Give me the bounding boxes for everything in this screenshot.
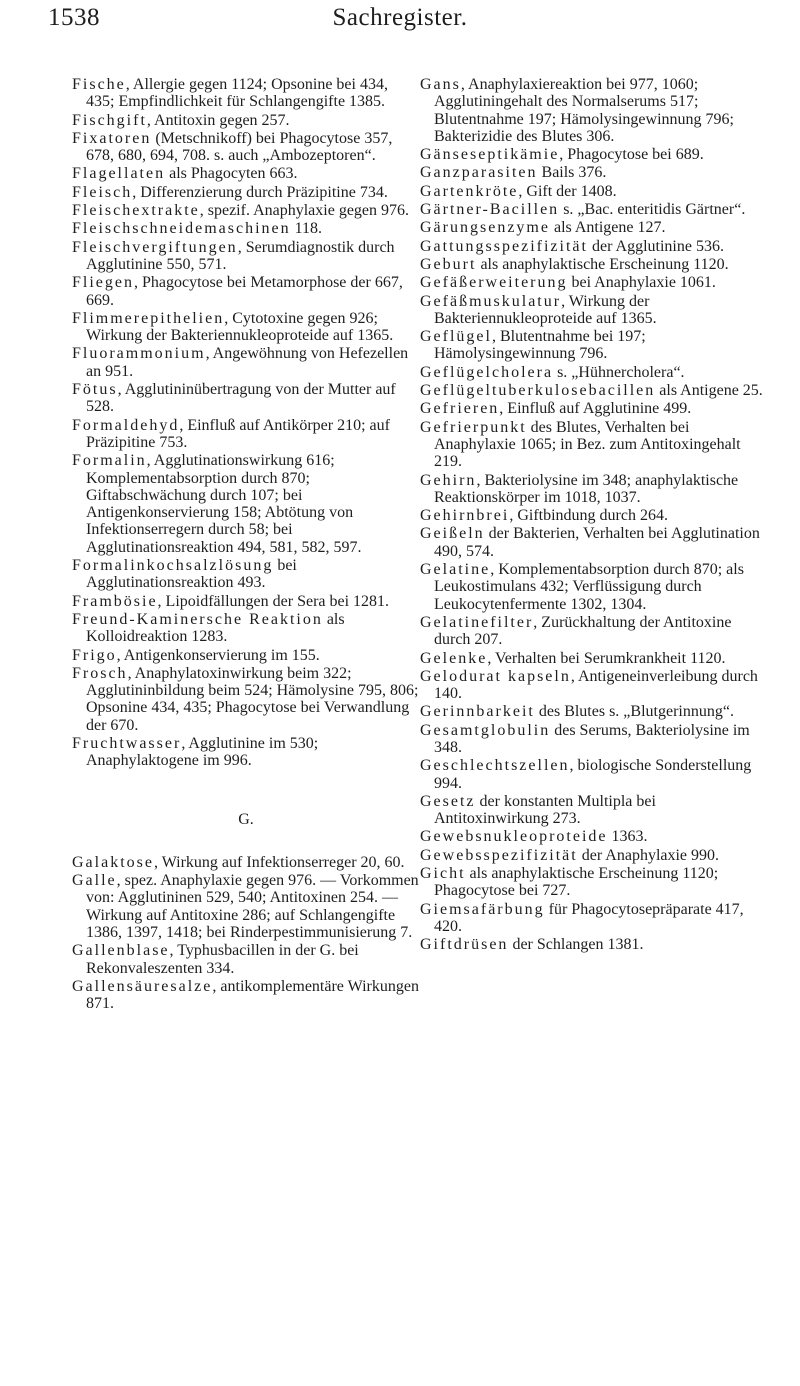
index-entry — [420, 76, 768, 145]
index-entry — [420, 525, 768, 560]
index-entry — [72, 76, 420, 111]
index-references: als Antigene 25. — [655, 382, 763, 400]
index-references: , Antigeneinverleibung durch 140. — [434, 667, 758, 703]
index-column-right — [420, 76, 768, 955]
index-entry — [72, 274, 420, 309]
index-references: des Blutes, Verhalten bei Anaphylaxie 1065; in Bez. zum Antitoxingehalt 219. — [434, 418, 741, 471]
index-entry — [72, 130, 420, 165]
index-headword: Gefrierpunkt — [420, 418, 527, 436]
index-references: , Einfluß auf Antikörper 210; auf Präzipitine 753. — [86, 416, 390, 451]
index-headword: Gelatinefilter — [420, 613, 534, 631]
index-references: , Wirkung der Bakteriennukleoproteide auf 1365. — [434, 292, 657, 327]
index-references: als Kolloidreaktion 1283. — [86, 610, 345, 646]
index-references: der Schlangen 1381. — [508, 936, 644, 954]
index-headword: Fleischschneidemaschinen — [72, 220, 291, 238]
index-references: , Typhusbacillen in der G. bei Rekonvaleszenten 334. — [86, 942, 359, 977]
index-references: 118. — [290, 220, 323, 238]
index-references: bei Agglutinationsreaktion 493. — [86, 557, 297, 592]
index-references: der konstanten Multipla bei Antitoxinwirkung 273. — [434, 792, 656, 828]
index-references: , Antitoxin gegen 257. — [146, 111, 290, 129]
index-entry — [420, 328, 768, 363]
index-entry — [420, 219, 768, 236]
index-entry — [420, 650, 768, 667]
index-headword: Fische — [72, 76, 126, 93]
index-references: , Einfluß auf Agglutinine 499. — [499, 400, 692, 418]
index-headword: Gesetz — [420, 792, 476, 810]
index-headword: Gewebsspezifizität — [420, 846, 578, 864]
index-references: , Angewöhnung von Hefezellen an 951. — [86, 345, 409, 380]
index-entry — [420, 847, 768, 864]
index-entry — [72, 978, 420, 1013]
index-entry — [72, 872, 420, 941]
index-references: , Allergie gegen 1124; Opsonine bei 434, 435; Empfindlichkeit für Schlangengifte 1385. — [86, 76, 388, 111]
index-references: , Differenzierung durch Präzipitine 734. — [132, 183, 388, 201]
index-references: des Serums, Bakteriolysine im 348. — [434, 721, 750, 756]
index-headword: Formalin — [72, 452, 147, 470]
index-references: , Cytotoxine gegen 926; Wirkung der Bakteriennukleoproteide auf 1365. — [86, 309, 394, 345]
index-entry — [420, 703, 768, 720]
index-headword: Geburt — [420, 255, 477, 273]
index-references: , Wirkung auf Infektionserreger 20, 60. — [153, 853, 405, 871]
index-references: , Gift der 1408. — [518, 182, 617, 200]
index-entry — [420, 274, 768, 291]
index-headword: Gefäßmuskulatur — [420, 292, 562, 310]
index-references: , Lipoidfällungen der Sera bei 1281. — [157, 592, 390, 610]
index-headword: Gerinnbarkeit — [420, 703, 535, 721]
index-headword: Geschlechtszellen — [420, 757, 570, 775]
index-entry — [420, 400, 768, 417]
index-references: , Verhalten bei Serumkrankheit 1120. — [487, 649, 726, 667]
index-headword: Fluorammonium — [72, 345, 206, 363]
index-references: , Zurückhaltung der Antitoxine durch 207. — [434, 613, 732, 649]
index-headword: Gärtner-Bacillen — [420, 201, 560, 219]
index-entry — [420, 793, 768, 828]
index-headword: Fliegen — [72, 274, 134, 292]
index-references: , Anaphylatoxinwirkung beim 322; Agglutininbildung beim 524; Hämolysine 795, 806; Opsonine 434, 435; Phagocytose bei Verwandlung der 670. — [86, 664, 419, 734]
index-references: , Agglutinationswirkung 616; Komplementabsorption durch 870; Giftabschwächung durch 107; bei Antigenkonservierung 158; Abtötung von Infektionserregern durch 58; bei Agglutinationsreaktion 494, 581, 582, 597. — [86, 452, 362, 556]
index-references: als anaphylaktische Erscheinung 1120. — [476, 255, 729, 273]
index-references: als anaphylaktische Erscheinung 1120; Phagocytose bei 727. — [434, 865, 719, 900]
index-entry — [72, 665, 420, 734]
index-references: , Antigenkonservierung im 155. — [116, 646, 320, 664]
index-references: , Komplementabsorption durch 870; als Leukostimulans 432; Verflüssigung durch Leukocytenfermente 1302, 1304. — [434, 561, 744, 613]
index-references: , antikomplementäre Wirkungen 871. — [86, 977, 419, 1013]
index-entry — [420, 364, 768, 381]
index-entry — [72, 854, 420, 871]
running-title: Sachregister. — [332, 4, 468, 31]
index-references: bei Anaphylaxie 1061. — [567, 274, 716, 292]
index-headword: Fischgift — [72, 111, 147, 129]
index-references: , biologische Sonderstellung 994. — [434, 757, 752, 792]
index-headword: Gefäßerweiterung — [420, 274, 568, 292]
section-letter-g: G. — [238, 810, 254, 828]
index-headword: Freund-Kaminersche Reaktion — [72, 610, 323, 628]
index-headword: Flimmerepithelien — [72, 309, 225, 327]
index-headword: Frosch — [72, 664, 128, 682]
index-headword: Fötus — [72, 381, 118, 399]
index-headword: Gattungsspezifizität — [420, 237, 588, 255]
index-entry — [420, 146, 768, 163]
index-references: , Agglutininübertragung von der Mutter auf 528. — [86, 381, 396, 416]
index-headword: Gelatine — [420, 561, 491, 579]
index-entry — [420, 722, 768, 757]
index-headword: Fleisch — [72, 183, 133, 201]
index-entry — [420, 419, 768, 471]
index-entry — [420, 238, 768, 255]
index-headword: Gelodurat kapseln — [420, 667, 571, 685]
index-entry — [72, 417, 420, 452]
index-entry — [72, 942, 420, 977]
index-headword: Gesamtglobulin — [420, 721, 551, 739]
index-references: , Serumdiagnostik durch Agglutinine 550, 571. — [86, 238, 395, 273]
index-references: , Blutentnahme bei 197; Hämolysingewinnung 796. — [434, 328, 646, 363]
index-headword: Gänseseptikämie — [420, 146, 560, 164]
index-headword: Geflügel — [420, 328, 492, 346]
index-entry — [420, 256, 768, 273]
index-references: , spez. Anaphylaxie gegen 976. — Vorkommen von: Agglutininen 529, 540; Antitoxinen 254. — Wirkung auf Antitoxine 286; auf Schlangengifte 1386, 1397, 1418; bei Rinderpestimmunisierung 7. — [86, 872, 419, 942]
index-entry — [72, 452, 420, 556]
index-headword: Giftdrüsen — [420, 936, 509, 954]
index-entry — [420, 164, 768, 181]
index-entry — [420, 507, 768, 524]
index-references: der Bakterien, Verhalten bei Agglutination 490, 574. — [434, 525, 760, 560]
index-entry — [420, 901, 768, 936]
index-references: , Bakteriolysine im 348; anaphylaktische Reaktionskörper im 1018, 1037. — [434, 471, 739, 506]
index-headword: Galaktose — [72, 853, 154, 871]
index-headword: Frambösie — [72, 592, 158, 610]
index-entry — [72, 220, 420, 237]
index-entry — [72, 557, 420, 592]
index-entry — [420, 472, 768, 507]
index-entry — [420, 865, 768, 900]
index-entry — [72, 611, 420, 646]
index-references: für Phagocytosepräparate 417, 420. — [434, 900, 744, 935]
index-entry — [72, 381, 420, 416]
index-entry — [72, 647, 420, 664]
index-references: als Phagocyten 663. — [165, 165, 298, 183]
index-references: (Metschnikoff) bei Phagocytose 357, 678, 680, 694, 708. s. auch „Ambozeptoren“. — [86, 129, 393, 165]
index-entry — [72, 184, 420, 201]
index-entry — [72, 310, 420, 345]
index-references: der Agglutinine 536. — [587, 237, 724, 255]
index-references: , Agglutinine im 530; Anaphylaktogene im 996. — [86, 734, 319, 770]
index-entry — [72, 735, 420, 770]
index-entry — [420, 201, 768, 218]
index-entry — [72, 202, 420, 219]
index-references: , spezif. Anaphylaxie gegen 976. — [199, 202, 410, 220]
index-references: Bails 376. — [537, 164, 607, 182]
page-header — [0, 4, 800, 44]
index-references: , Phagocytose bei Metamorphose der 667, 669. — [86, 274, 403, 309]
index-entry — [72, 165, 420, 182]
index-headword: Gallensäuresalze — [72, 977, 213, 995]
index-entry — [72, 239, 420, 274]
index-references: 1363. — [607, 828, 648, 846]
index-headword: Gallenblase — [72, 942, 170, 960]
index-headword: Fleischextrakte — [72, 202, 200, 220]
index-headword: Gärungsenzyme — [420, 219, 550, 237]
page-number: 1538 — [48, 4, 100, 31]
index-headword: Formalinkochsalzlösung — [72, 557, 274, 575]
index-headword: Frigo — [72, 646, 117, 664]
index-headword: Fleischvergiftungen — [72, 238, 238, 256]
index-headword: Flagellaten — [72, 165, 166, 183]
index-entry — [420, 382, 768, 399]
index-references: s. „Bac. enteritidis Gärtner“. — [559, 201, 746, 219]
index-references: , Phagocytose bei 689. — [559, 146, 704, 164]
index-entry — [72, 112, 420, 129]
index-references: des Blutes s. „Blutgerinnung“. — [534, 703, 734, 721]
index-headword: Gefrieren — [420, 400, 500, 418]
index-headword: Giemsafärbung — [420, 900, 545, 918]
index-entry — [420, 614, 768, 649]
index-headword: Gehirnbrei — [420, 507, 510, 525]
index-headword: Gicht — [420, 865, 466, 883]
index-headword: Geflügelcholera — [420, 363, 554, 381]
index-references: , Anaphylaxiereaktion bei 977, 1060; Agglutiningehalt des Normalserums 517; Blutentnahme 197; Hämolysingewinnung 796; Bakterizidie des Blutes 306. — [434, 76, 734, 145]
index-entry — [420, 757, 768, 792]
index-entry — [420, 936, 768, 953]
index-headword: Gehirn — [420, 471, 477, 489]
index-headword: Gartenkröte — [420, 182, 519, 200]
index-entry — [420, 293, 768, 328]
index-headword: Galle — [72, 872, 117, 890]
index-headword: Geflügeltuberkulosebacillen — [420, 382, 656, 400]
index-entry — [420, 183, 768, 200]
index-headword: Gans — [420, 76, 461, 93]
index-column-left — [72, 76, 420, 1014]
index-references: als Antigene 127. — [549, 219, 666, 237]
index-entry — [420, 668, 768, 703]
index-entry — [72, 593, 420, 610]
index-references: der Anaphylaxie 990. — [577, 846, 720, 864]
index-group-g — [72, 854, 420, 1013]
index-headword: Gewebsnukleoproteide — [420, 828, 608, 846]
index-entry — [420, 828, 768, 845]
index-headword: Fruchtwasser — [72, 734, 182, 752]
index-group-f — [72, 76, 420, 770]
index-entry — [420, 561, 768, 613]
index-headword: Formaldehyd — [72, 416, 180, 434]
index-entry — [72, 345, 420, 380]
index-headword: Fixatoren — [72, 129, 152, 147]
index-references: , Giftbindung durch 264. — [509, 507, 668, 525]
index-headword: Ganzparasiten — [420, 164, 538, 182]
index-references: s. „Hühnercholera“. — [553, 363, 685, 381]
index-headword: Gelenke — [420, 649, 488, 667]
index-headword: Geißeln — [420, 525, 485, 543]
